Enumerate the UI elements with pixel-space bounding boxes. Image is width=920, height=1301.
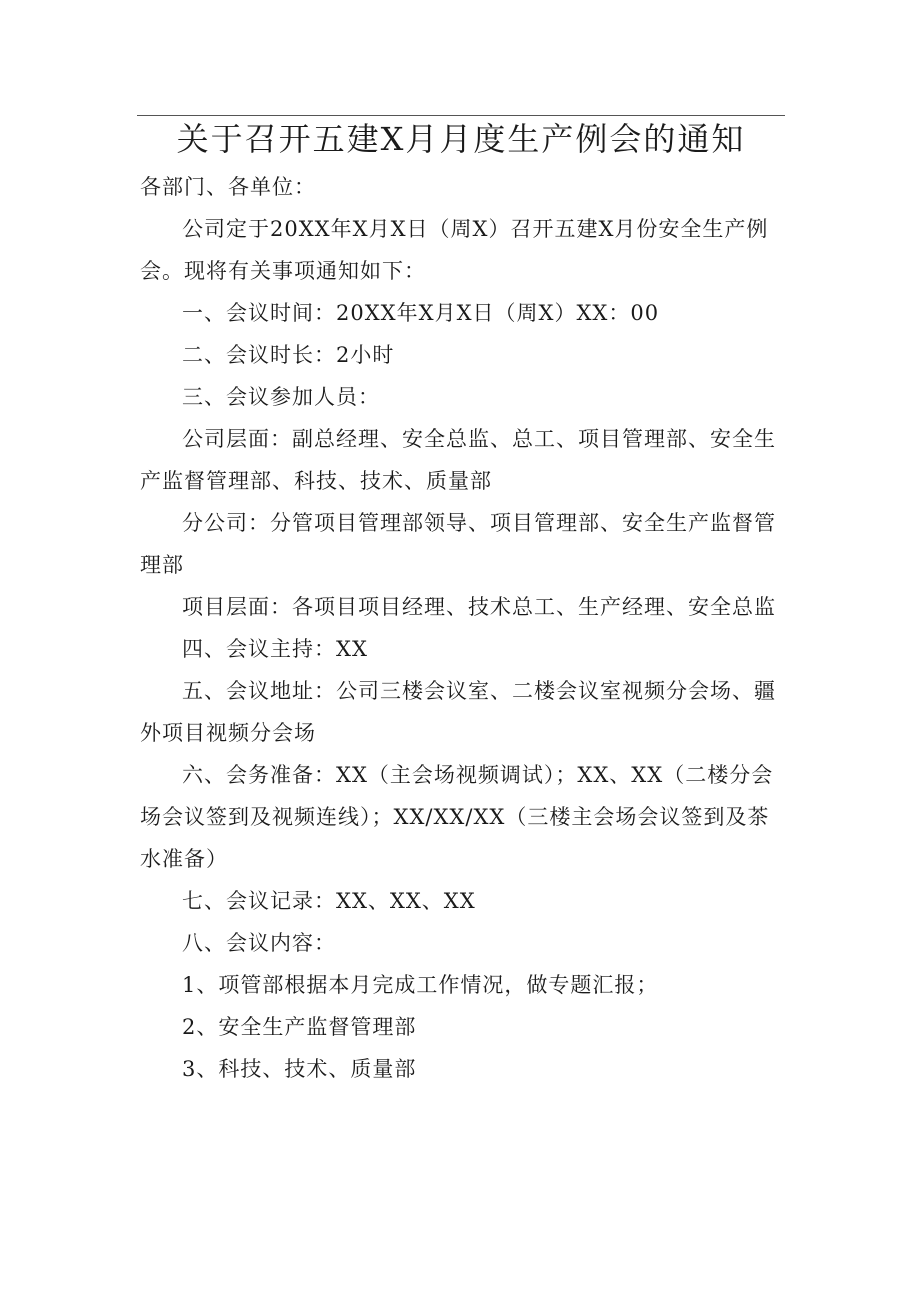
intro-paragraph: 公司定于20XX年X月X日（周X）召开五建X月份安全生产例会。现将有关事项通知如下： bbox=[140, 217, 769, 283]
meeting-time: 一、会议时间：20XX年X月X日（周X）XX：00 bbox=[182, 301, 660, 325]
meeting-content-heading: 八、会议内容： bbox=[182, 931, 336, 955]
attendees-branch: 分公司：分管项目管理部领导、项目管理部、安全生产监督管理部 bbox=[140, 511, 776, 577]
content-item-3: 3、科技、技术、质量部 bbox=[182, 1057, 417, 1081]
salutation: 各部门、各单位： bbox=[140, 175, 316, 199]
meeting-preparation: 六、会务准备：XX（主会场视频调试）；XX、XX（二楼分会场会议签到及视频连线）；XX/XX/XX（三楼主会场会议签到及茶水准备） bbox=[140, 763, 774, 871]
meeting-host: 四、会议主持：XX bbox=[182, 637, 368, 661]
content-item-1: 1、项管部根据本月完成工作情况，做专题汇报； bbox=[182, 973, 659, 997]
header-divider bbox=[137, 115, 785, 116]
meeting-duration: 二、会议时长：2小时 bbox=[182, 343, 395, 367]
meeting-minutes: 七、会议记录：XX、XX、XX bbox=[182, 889, 476, 913]
document-title: 关于召开五建X月月度生产例会的通知 bbox=[176, 120, 746, 158]
attendees-heading: 三、会议参加人员： bbox=[182, 385, 380, 409]
content-item-2: 2、安全生产监督管理部 bbox=[182, 1015, 417, 1039]
attendees-company: 公司层面：副总经理、安全总监、总工、项目管理部、安全生产监督管理部、科技、技术、质量部 bbox=[140, 427, 776, 493]
meeting-location: 五、会议地址：公司三楼会议室、二楼会议室视频分会场、疆外项目视频分会场 bbox=[140, 679, 776, 745]
attendees-project: 项目层面：各项目项目经理、技术总工、生产经理、安全总监 bbox=[182, 595, 776, 619]
document-body bbox=[140, 166, 788, 1090]
